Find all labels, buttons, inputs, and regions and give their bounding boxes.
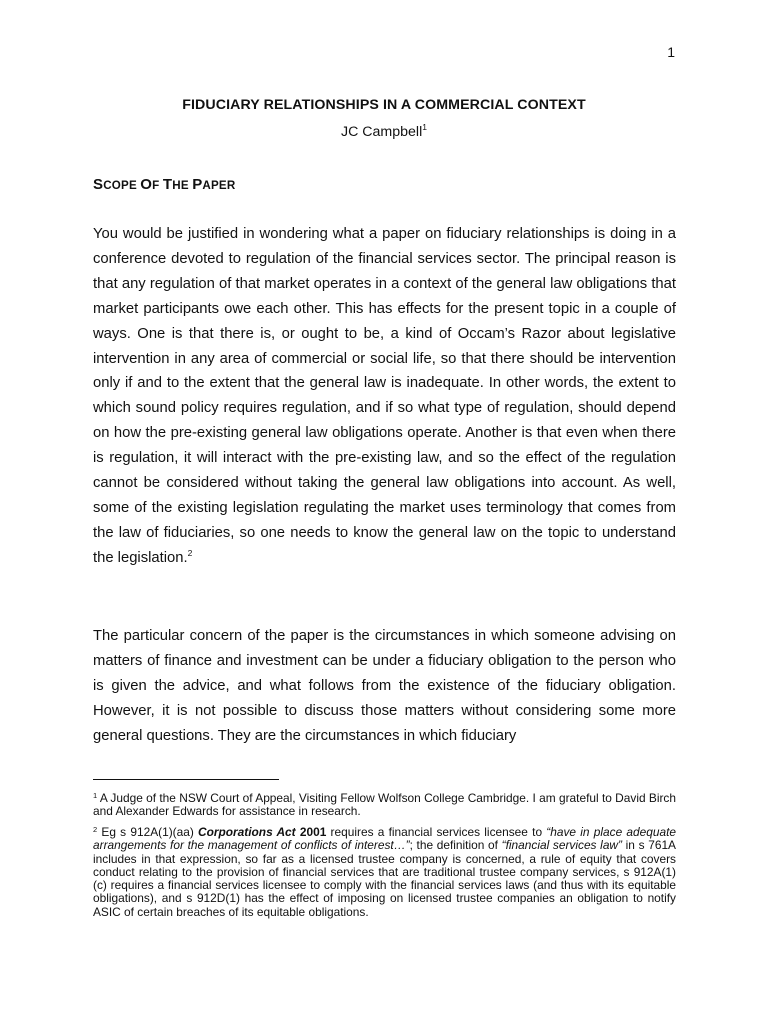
quote-financial-services-law: “financial services law” bbox=[501, 838, 622, 853]
author-line bbox=[93, 122, 675, 140]
page-number: 1 bbox=[667, 44, 675, 60]
footnote-1-number: 1 bbox=[93, 791, 98, 800]
act-name: Corporations Act bbox=[198, 825, 296, 839]
paragraph-1-text: You would be justified in wondering what a paper on fiduciary relationships is doing in a conference devoted to regulation of the financial services sector. The principal reason is that any regulation of that market operates in a context of the general law obligations that market participants owe each other. This has effects for the present topic in a couple of ways. One is that there is, or ought to be, a kind of Occam’s Razor about legislative intervention in any area of commercial or social life, so that there should be intervention only if and to the extent that the general law is inadequate. In other words, the extent to which sound policy requires regulation, and if so what type of regulation, should depend on how the pre-existing general law obligations operate. Another is that even when there is regulation, it will interact with the pre-existing law, and so the effect of the regulation cannot be considered without taking the general law obligations into account. As well, some of the existing legislation regulating the market uses terminology that comes from the law of fiduciaries, so one needs to know the general law on the topic to understand the legislation. bbox=[93, 226, 676, 566]
footnote-1-text: A Judge of the NSW Court of Appeal, Visiting Fellow Wolfson College Cambridge. I am grateful to David Birch and Alexander Edwards for assistance in research. bbox=[93, 791, 676, 819]
quote-conflicts: “have in place adequate arrangements for the management of conflicts of interest…” bbox=[93, 825, 677, 853]
footnote-2-number: 2 bbox=[93, 825, 98, 834]
paper-title: FIDUCIARY RELATIONSHIPS IN A COMMERCIAL CONTEXT bbox=[182, 97, 586, 113]
footnote-1 bbox=[93, 792, 676, 819]
body-paragraph-1 bbox=[93, 222, 676, 571]
author-name: JC Campbell bbox=[341, 124, 423, 140]
footnote-2: $^2$ Eg s 912A(1)(aa) Corporations Act 2001 requires a financial services licensee to “have in place adequate arrangements for the management of conflicts of interest…”; the definition of “financial services law” in s 761A includes in that expression, so far as a licensed trustee company is concerned, a rule of equity that covers conduct relating to the provision of financial services that are traditional trustee company services, s 912A(1)(c) requires a financial services licensee to comply with the financial services laws (and thus with its equitable obligations), and s 912D(1) has the effect of imposing on licensed trustee companies an obligation to notify ASIC of certain breaches of its equitable obligations. bbox=[93, 825, 677, 919]
footnote-ref-2[interactable]: 2 bbox=[187, 547, 193, 558]
act-year: 2001 bbox=[295, 825, 327, 839]
body-paragraph-2: The particular concern of the paper is the circumstances in which someone advising on matters of finance and investment can be under a fiduciary obligation to the person who is given the advice, and what follows from the existence of the fiduciary obligation. However, it is not possible to discuss those matters without considering some more general questions. They are the circumstances in which fiduciary bbox=[93, 628, 676, 744]
footnote-separator bbox=[93, 779, 279, 780]
footnote-ref-1[interactable]: 1 bbox=[422, 122, 427, 132]
section-heading: SCOPE OF THE PAPER bbox=[93, 176, 236, 193]
